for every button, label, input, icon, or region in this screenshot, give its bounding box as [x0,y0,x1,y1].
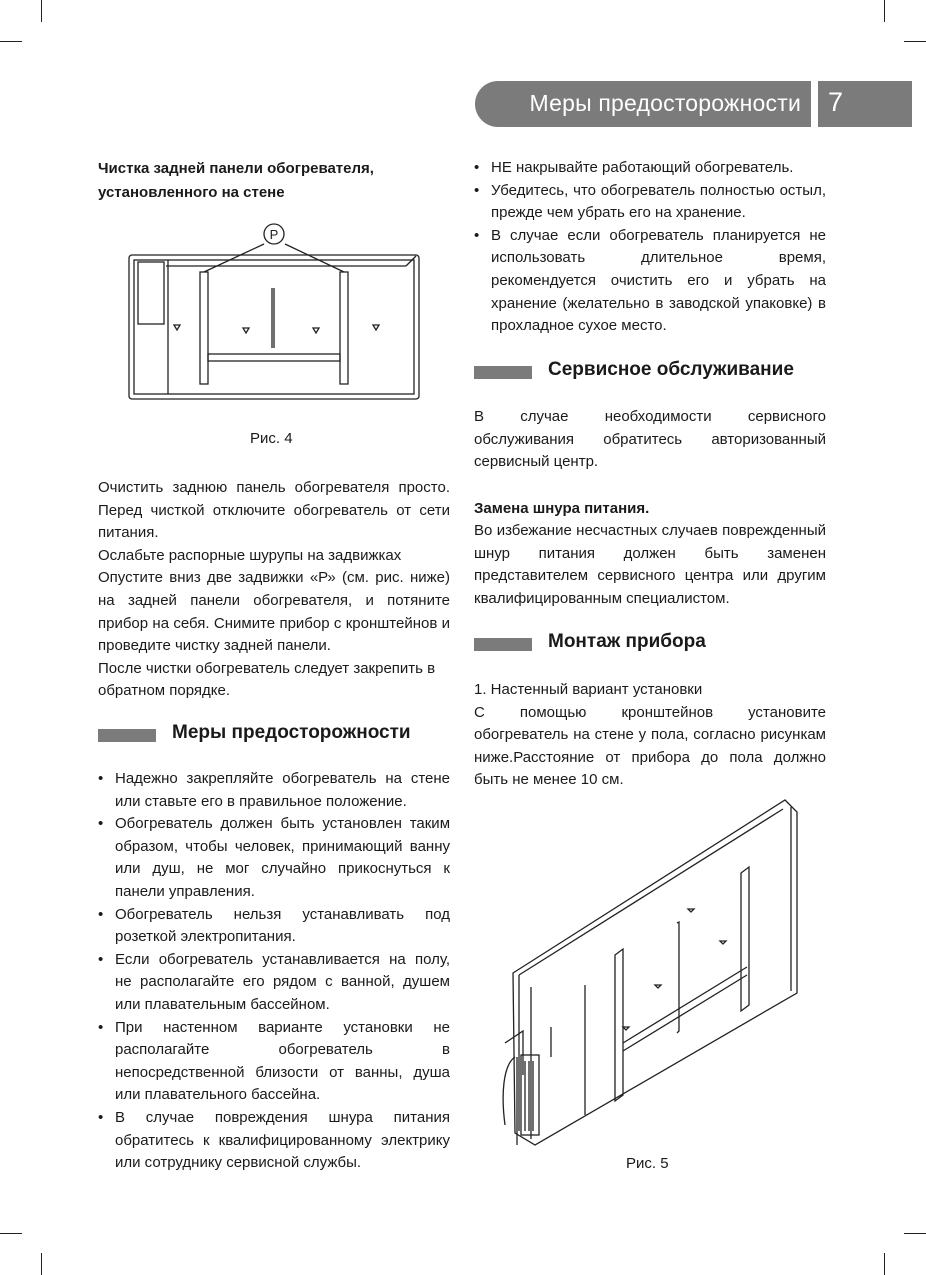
section-mounting [474,631,826,657]
paragraph: После чистки обогреватель следует закрепить в обратном порядке. [98,659,436,700]
section-title: Монтаж прибора [548,631,706,652]
crop-mark [0,1233,22,1234]
list-item: • При настенном варианте установки не располагайте обогреватель в непосредственной близости от ванны, душа или плавательного бассейна. [98,1017,450,1107]
section-bar [474,638,532,651]
crop-mark [41,1253,42,1275]
cord-text: Во избежание несчастных случаев поврежденный шнур питания должен быть заменен представителем сервисного центра или другим квалифицированным специалистом. [474,522,826,607]
crop-mark [904,41,926,42]
paragraph: 1. Настенный вариант установки [474,681,703,698]
page-number-box [818,81,912,127]
section-title: Меры предосторожности [172,722,411,743]
cord-subheading: Замена шнура питания. [474,500,650,517]
paragraph: Очистить заднюю панель обогревателя просто. Перед чисткой отключите обогреватель от сети питания. [98,479,450,542]
crop-mark [904,1233,926,1234]
crop-mark [884,0,885,22]
paragraph: Ослабьте распорные шурупы на задвижках [98,546,402,564]
section-bar [98,729,156,742]
figure-label-p: P [269,227,279,242]
list-item: • НЕ накрывайте работающий обогреватель. [474,157,826,180]
section-service [474,359,826,385]
header-tab [475,81,811,127]
page-number: 7 [828,87,844,117]
cleaning-instructions [98,477,450,703]
list-item: • Обогреватель должен быть установлен таким образом, чтобы человек, принимающий ванну или душ, не мог случайно прикоснуться к панели управления. [98,813,450,903]
list-item: • В случае повреждения шнура питания обратитесь к квалифицированному электрику или сотруднику сервисной службы. [98,1107,450,1175]
crop-mark [884,1253,885,1275]
figure-5-caption: Рис. 5 [626,1155,669,1172]
header-title: Меры предосторожности [529,90,801,116]
crop-mark [41,0,42,22]
section-precautions [98,722,450,748]
list-item: • Надежно закрепляйте обогреватель на стене или ставьте его в правильное положение. [98,768,450,813]
list-item: • Если обогреватель устанавливается на полу, не располагайте его рядом с ванной, душем или плавательным бассейном. [98,949,450,1017]
list-item: • Убедитесь, что обогреватель полностью остыл, прежде чем убрать его на хранение. [474,180,826,225]
section-title: Сервисное обслуживание [548,359,794,380]
precautions-list-continued [474,157,826,338]
paragraph: С помощью кронштейнов установите обогреватель на стене у пола, согласно рисункам ниже.Расстояние от прибора до пола должно быть не менее 10 см. [474,703,826,789]
precautions-list [98,768,450,1175]
mount-instructions [474,679,826,792]
service-text: В случае необходимости сервисного обслуживания обратитесь авторизованный сервисный центр. [474,408,826,471]
list-item: • В случае если обогреватель планируется не использовать длительное время, рекомендуется очистить его и убрать на хранение (желательно в заводской упаковке) в прохладное сухое место. [474,225,826,338]
figure-5-heater-wall-mount [495,795,805,1155]
list-item: • Обогреватель нельзя устанавливать под розеткой электропитания. [98,904,450,949]
section-bar [474,366,532,379]
crop-mark [0,41,22,42]
subheading-cleaning: Чистка задней панели обогревателя, установленного на стене [98,160,374,201]
paragraph: Опустите вниз две задвижки «Р» (см. рис. ниже) на задней панели обогревателя, и потяните прибор на себя. Снимите прибор с кронштейнов и проведите чистку задней панели. [98,569,450,655]
figure-4-heater-back [128,222,424,402]
figure-4-caption: Рис. 4 [250,430,293,447]
